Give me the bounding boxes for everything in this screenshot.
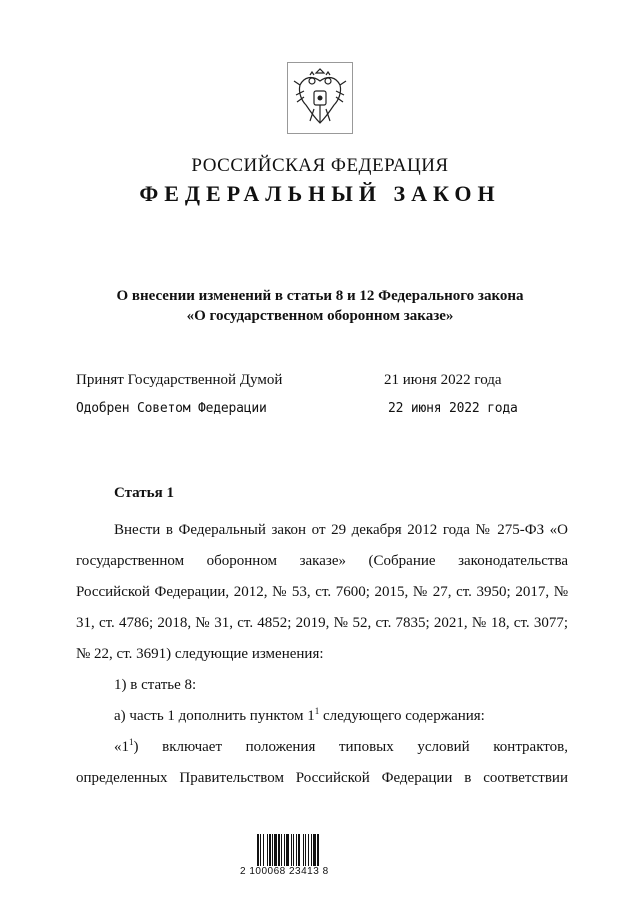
council-approval-row — [76, 401, 596, 416]
barcode-bar — [296, 834, 297, 866]
article-heading: Статья 1 — [114, 485, 174, 501]
barcode-number: 2 100068 23413 8 — [240, 866, 329, 877]
barcode-bar — [293, 834, 294, 866]
duma-adoption-date: 21 июня 2022 года — [384, 372, 502, 388]
article-quote-line-2: определенных Правительством Российской Федерации в соответствии — [76, 770, 568, 786]
article-item-1: 1) в статье 8: — [114, 677, 197, 693]
barcode-bar — [267, 834, 268, 866]
article-body — [76, 515, 568, 794]
barcode-bar — [281, 834, 282, 866]
barcode-bar — [298, 834, 300, 866]
law-title-line-1: О внесении изменений в статьи 8 и 12 Федерального закона — [116, 288, 524, 304]
coat-of-arms-icon — [292, 67, 348, 129]
council-approval-label: Одобрен Советом Федерации — [76, 401, 267, 416]
item-a-text-post: следующего содержания: — [319, 708, 485, 724]
item-a-superscript: 1 — [314, 706, 320, 716]
barcode-bar — [317, 834, 319, 866]
barcode-bar — [311, 834, 312, 866]
duma-adoption-label: Принят Государственной Думой — [76, 372, 283, 388]
barcode-bar — [291, 834, 292, 866]
barcode-bar — [260, 834, 261, 866]
document-barcode — [257, 834, 345, 868]
barcode-bar — [303, 834, 304, 866]
law-title — [0, 286, 640, 326]
barcode-bar — [269, 834, 271, 866]
item-a-text-pre: а) часть 1 дополнить пунктом 1 — [114, 708, 315, 724]
state-emblem — [287, 62, 353, 134]
barcode-bar — [284, 834, 285, 866]
quote-superscript: 1 — [129, 737, 134, 747]
barcode-bar — [257, 834, 259, 866]
document-type: ФЕДЕРАЛЬНЫЙ ЗАКОН — [139, 181, 501, 206]
barcode-bar — [278, 834, 280, 866]
duma-adoption-row — [76, 372, 596, 389]
council-approval-date: 22 июня 2022 года — [388, 401, 518, 416]
barcode-bar — [308, 834, 309, 866]
barcode-bar — [272, 834, 273, 866]
article-item-a — [76, 701, 568, 732]
country-name: РОССИЙСКАЯ ФЕДЕРАЦИЯ — [191, 155, 449, 176]
barcode-bar — [263, 834, 264, 866]
barcode-bar — [274, 834, 277, 866]
article-quote-line-1 — [76, 732, 568, 763]
quote-text: ) включает положения типовых условий контрактов, — [133, 739, 568, 755]
barcode-bar — [286, 834, 289, 866]
barcode-bar — [313, 834, 316, 866]
law-title-line-2: «О государственном оборонном заказе» — [186, 308, 454, 324]
quote-open: «1 — [114, 739, 129, 755]
barcode-bar — [305, 834, 306, 866]
article-intro-paragraph: Внести в Федеральный закон от 29 декабря 2012 года № 275-ФЗ «О государственном оборонном заказе» (Собрание законодательства Российской Федерации, 2012, № 53, ст. 7600; 2015, № 27, ст. 3950; 2017, № 31, ст. 4786; 2018, № 31, ст. 4852; 2019, № 52, ст. 7835; 2021, № 18, ст. 3077; № 22, ст. 3691) следующие изменения: — [76, 522, 568, 662]
